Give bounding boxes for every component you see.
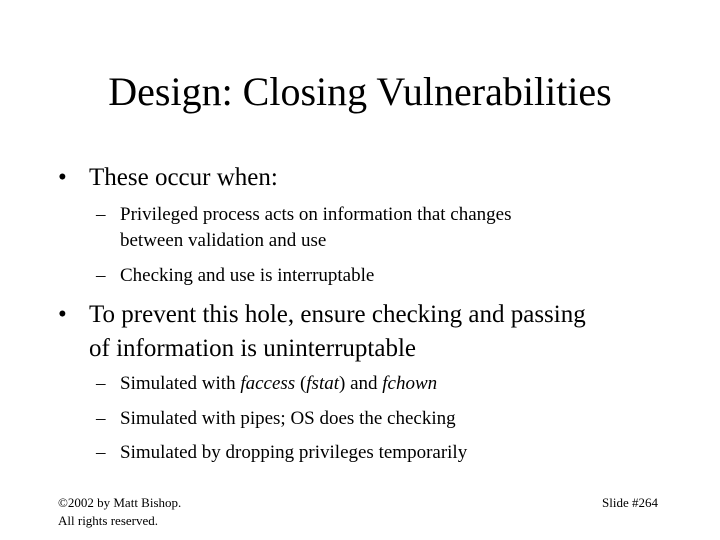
sub-bullet-text: Simulated by dropping privileges temporarily [120,442,468,463]
function-name: faccess [240,373,296,394]
sub-bullet-text: Checking and use is interruptable [120,265,375,286]
bullet-line: of information is uninterruptable [89,335,417,362]
copyright-text: ©2002 by Matt Bishop. [58,495,182,510]
sub-bullet-text [120,202,640,254]
bullet-icon: • [58,301,67,328]
slide-number: Slide #264 [602,495,658,510]
sub-bullet-line: between validation and use [120,230,327,251]
function-name: fchown [382,373,438,394]
dash-icon: – [96,204,106,225]
footer-copyright [58,494,181,530]
slide-title: Design: Closing Vulnerabilities [108,69,612,114]
dash-icon: – [96,408,106,429]
bullet-text: These occur when: [89,164,278,191]
sub-bullet-line: Privileged process acts on information that changes [120,204,512,225]
bullet-icon: • [58,164,67,191]
rights-text: All rights reserved. [58,513,159,528]
bullet-text [89,298,689,366]
dash-icon: – [96,373,106,394]
dash-icon: – [96,442,106,463]
bullet-line: To prevent this hole, ensure checking and passing [89,301,586,328]
sub-bullet-text [120,371,640,397]
text-segment: ) and [339,373,383,394]
function-name: fstat [306,373,340,394]
text-segment: Simulated with [120,373,241,394]
sub-bullet-text: Simulated with pipes; OS does the checking [120,408,456,429]
dash-icon: – [96,265,106,286]
text-segment: ( [295,373,307,394]
